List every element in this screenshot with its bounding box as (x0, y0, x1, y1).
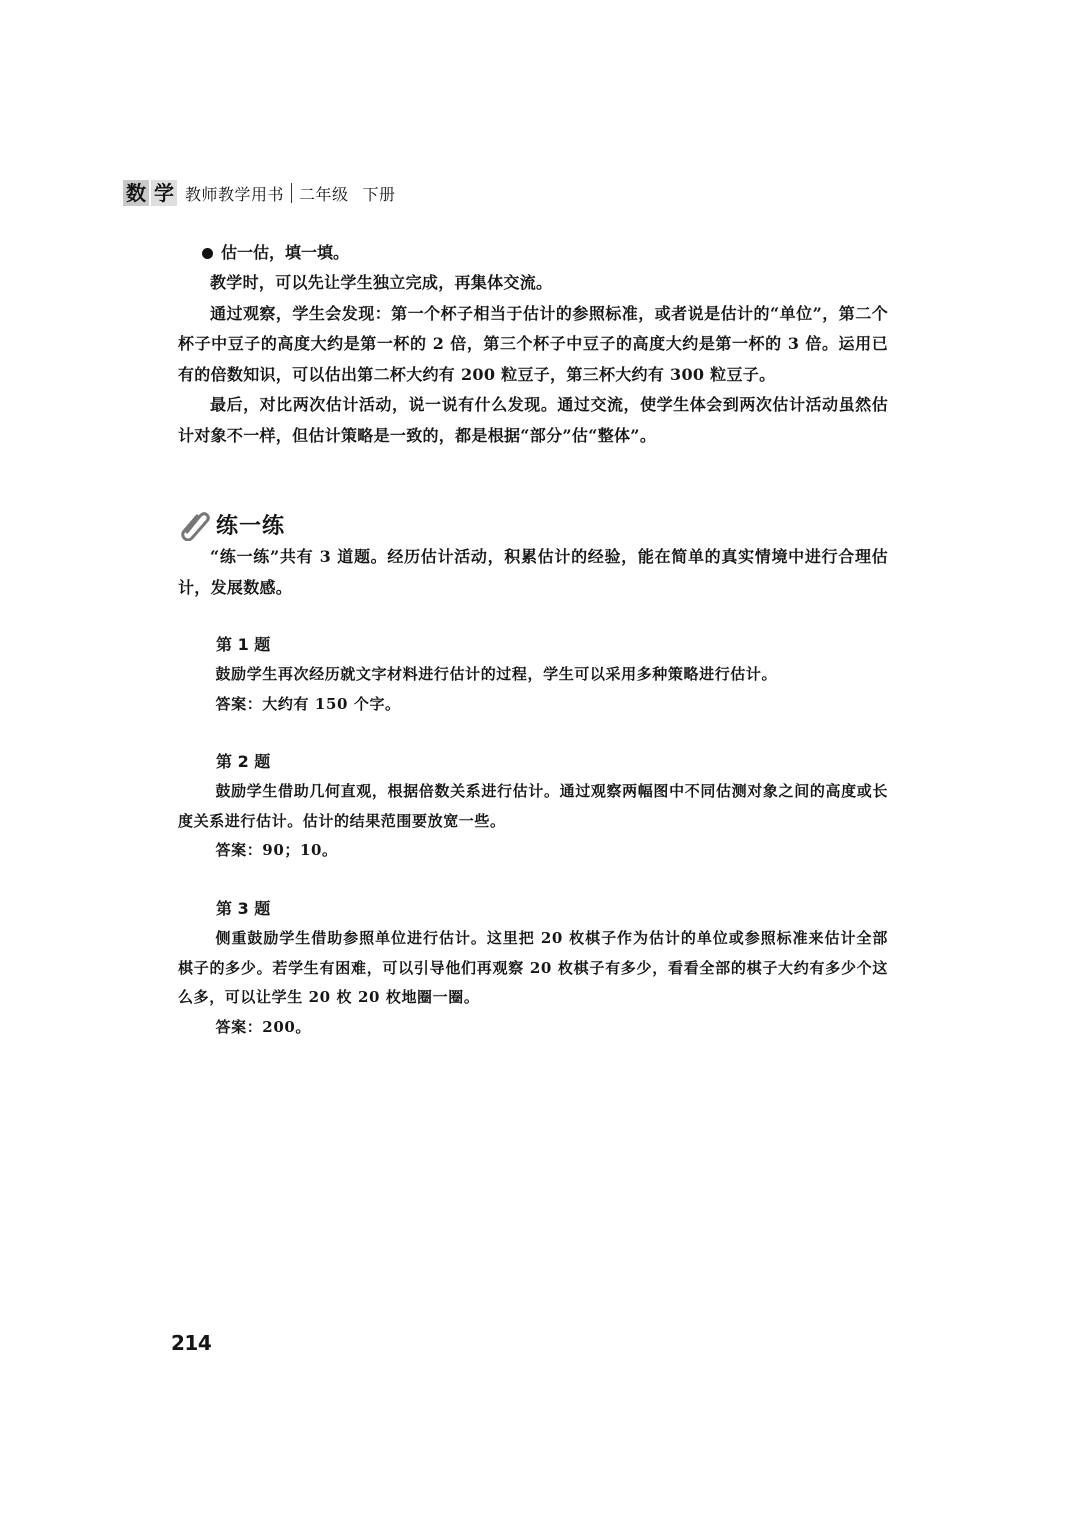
question-title: 第 1 题 (216, 635, 271, 654)
bullet-icon (202, 248, 213, 259)
brand-char-xue: 学 (151, 180, 177, 206)
header-divider (291, 183, 292, 203)
practice-intro-block (178, 542, 888, 603)
book-title: 教师教学用书 (185, 184, 285, 204)
running-header (123, 176, 396, 210)
paragraph: 通过观察，学生会发现：第一个杯子相当于估计的参照标准，或者说是估计的“单位”，第二个杯子中豆子的高度大约是第一杯的 2 倍，第三个杯子中豆子的高度大约是第一杯的 3 倍。运用已有的倍数知识，可以估出第二杯大约有 200 粒豆子，第三杯大约有 300 粒豆子。 (178, 303, 888, 384)
paperclip-icon (178, 507, 212, 541)
brand-char-shu: 数 (123, 180, 149, 206)
paragraph: 教学时，可以先让学生独立完成，再集体交流。 (210, 273, 553, 292)
practice-intro: “练一练”共有 3 道题。经历估计活动，积累估计的经验，能在简单的真实情境中进行合理估计，发展数感。 (178, 547, 888, 597)
page-number: 214 (171, 1331, 212, 1355)
practice-heading (178, 507, 285, 541)
question-2 (178, 747, 888, 866)
question-3 (178, 894, 888, 1042)
volume-label: 下册 (362, 184, 396, 204)
question-answer: 答案：200。 (215, 1017, 312, 1036)
question-text: 鼓励学生借助几何直观，根据倍数关系进行估计。通过观察两幅图中不同估测对象之间的高度或长度关系进行估计。估计的结果范围要放宽一些。 (178, 782, 888, 830)
estimate-section (178, 238, 888, 451)
question-1 (178, 630, 888, 719)
question-title: 第 3 题 (216, 899, 271, 918)
question-text: 鼓励学生再次经历就文字材料进行估计的过程，学生可以采用多种策略进行估计。 (215, 665, 778, 683)
practice-title: 练一练 (216, 513, 286, 539)
grade-label: 二年级 (299, 184, 349, 204)
question-answer: 答案：大约有 150 个字。 (215, 694, 401, 713)
paragraph: 最后，对比两次估计活动，说一说有什么发现。通过交流，使学生体会到两次估计活动虽然估计对象不一样，但估计策略是一致的，都是根据“部分”估“整体”。 (178, 395, 888, 445)
estimate-section-title (178, 238, 888, 268)
question-title: 第 2 题 (216, 752, 271, 771)
question-answer: 答案：90；10。 (215, 841, 338, 859)
estimate-section-title-text: 估一估，填一填。 (221, 243, 350, 262)
question-text: 侧重鼓励学生借助参照单位进行估计。这里把 20 枚棋子作为估计的单位或参照标准来估计全部棋子的多少。若学生有困难，可以引导他们再观察 20 枚棋子有多少，看看全部的棋子大约有多少个这么多，可以让学生 20 枚 20 枚地圈一圈。 (178, 929, 888, 1006)
